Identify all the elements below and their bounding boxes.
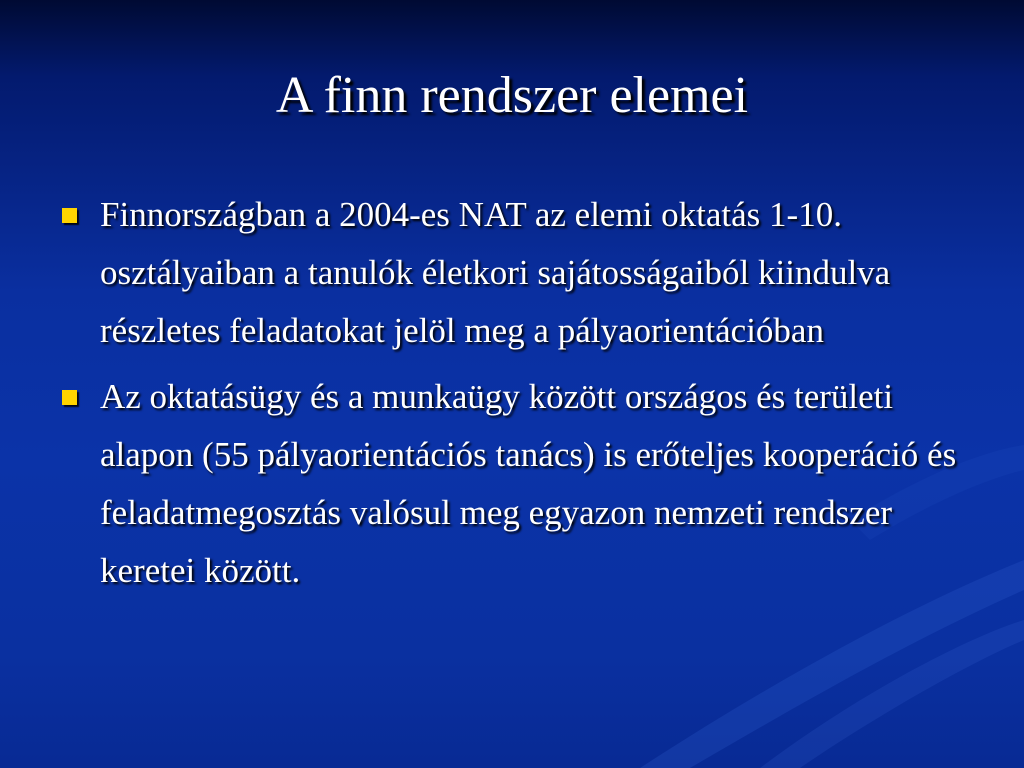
yellow-square-icon — [62, 390, 77, 405]
slide-title: A finn rendszer elemei — [275, 67, 749, 124]
bullet-list — [58, 186, 978, 608]
bullet-item — [58, 186, 978, 360]
bullet-text: Finnországban a 2004-es NAT az elemi oktatás 1-10. osztályaiban a tanulók életkori sajátosságaiból kiindulva részletes feladatokat jelöl meg a pályaorientációban — [100, 195, 891, 350]
bullet-item — [58, 368, 978, 600]
yellow-square-icon — [62, 208, 77, 223]
bullet-text: Az oktatásügy és a munkaügy között országos és területi alapon (55 pályaorientációs tanács) is erőteljes kooperáció és feladatmegosztás valósul meg egyazon nemzeti rendszer keretei között. — [100, 377, 957, 590]
